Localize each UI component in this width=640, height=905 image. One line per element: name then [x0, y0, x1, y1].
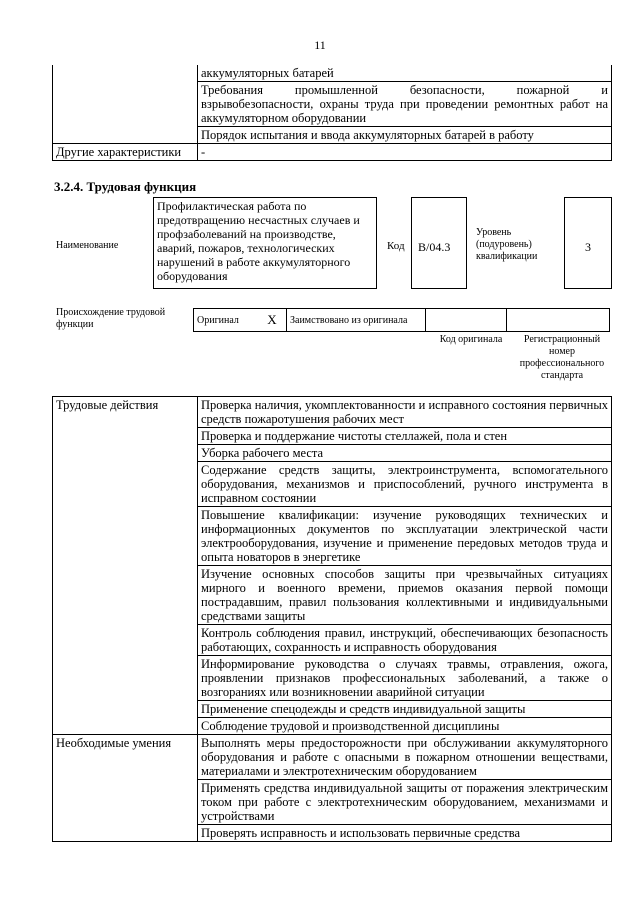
- code-original-label: Код оригинала: [439, 334, 503, 345]
- origin-table: [193, 308, 610, 332]
- table-cell: аккумуляторных батарей: [198, 65, 612, 82]
- reg-number-cell: [507, 309, 610, 332]
- table-cell: Проверка и поддержание чистоты стеллажей, пола и стен: [198, 428, 612, 445]
- code-original-cell: [426, 309, 507, 332]
- function-table: [52, 396, 612, 842]
- borrowed-label: Заимствовано из оригинала: [287, 309, 426, 332]
- table-cell: Порядок испытания и ввода аккумуляторных батарей в работу: [198, 127, 612, 144]
- table-cell: Информирование руководства о случаях травмы, отравления, ожога, проявлении признаков профессиональных заболеваний, а также о возгораниях или возникновении аварийной ситуации: [198, 656, 612, 701]
- table-cell: Другие характеристики: [53, 144, 198, 161]
- level-value: 3: [564, 197, 612, 289]
- table-row: [194, 309, 610, 332]
- table-cell: [53, 65, 198, 144]
- table-row: [53, 735, 612, 780]
- table-cell: Применение спецодежды и средств индивидуальной защиты: [198, 701, 612, 718]
- section-title: 3.2.4. Трудовая функция: [54, 179, 197, 194]
- table-cell: Изучение основных способов защиты при чрезвычайных ситуациях мирного и военного времени, приемов оказания первой помощи пострадавшим, правил пользования коллективными и индивидуальными средствами защиты: [198, 566, 612, 625]
- table-cell: Проверка наличия, укомплектованности и исправного состояния первичных средств пожаротушения рабочих мест: [198, 397, 612, 428]
- table-cell: Соблюдение трудовой и производственной дисциплины: [198, 718, 612, 735]
- name-label: Наименование: [56, 240, 119, 251]
- table-row: [53, 144, 612, 161]
- table-row: [53, 65, 612, 82]
- level-label: Уровень (подуровень) квалификации: [476, 227, 538, 262]
- skills-label: Необходимые умения: [53, 735, 198, 842]
- table-cell: Повышение квалификации: изучение руководящих технических и информационных документов по эксплуатации электрической части электрооборудования, изучение и применение передовых методов труда и опыта новаторов в энергетике: [198, 507, 612, 566]
- table-cell: Содержание средств защиты, электроинструмента, вспомогательного оборудования, механизмов и приспособлений, ручного инструмента в исправном состоянии: [198, 462, 612, 507]
- top-table: [52, 65, 612, 161]
- table-cell: Применять средства индивидуальной защиты от поражения электрическим током при работе с электротехническим оборудованием, механизмами и устройствами: [198, 780, 612, 825]
- table-cell: Требования промышленной безопасности, пожарной и взрывобезопасности, охраны труда при проведении ремонтных работ на аккумуляторном оборудовании: [198, 82, 612, 127]
- actions-label: Трудовые действия: [53, 397, 198, 735]
- code-label: Код: [387, 240, 405, 252]
- page-number: 11: [314, 38, 326, 52]
- table-cell: -: [198, 144, 612, 161]
- original-label: Оригинал: [194, 309, 259, 332]
- table-cell: Контроль соблюдения правил, инструкций, обеспечивающих безопасность работающих, сохранность и исправность оборудования: [198, 625, 612, 656]
- reg-number-label: Регистрационный номер профессионального стандарта: [519, 334, 605, 381]
- function-name: Профилактическая работа по предотвращению несчастных случаев и профзаболеваний на производстве, аварий, пожаров, технологических нарушений в работе аккумуляторного оборудования: [153, 197, 377, 289]
- origin-label: Происхождение трудовой функции: [56, 307, 166, 330]
- table-cell: Проверять исправность и использовать первичные средства: [198, 825, 612, 842]
- table-cell: Выполнять меры предосторожности при обслуживании аккумуляторного оборудования и работе с опасными в пожарном отношении веществами, материалами и электротехническим оборудованием: [198, 735, 612, 780]
- original-mark: X: [258, 309, 287, 332]
- code-value: B/04.3: [411, 197, 467, 289]
- table-cell: Уборка рабочего места: [198, 445, 612, 462]
- table-row: [53, 397, 612, 428]
